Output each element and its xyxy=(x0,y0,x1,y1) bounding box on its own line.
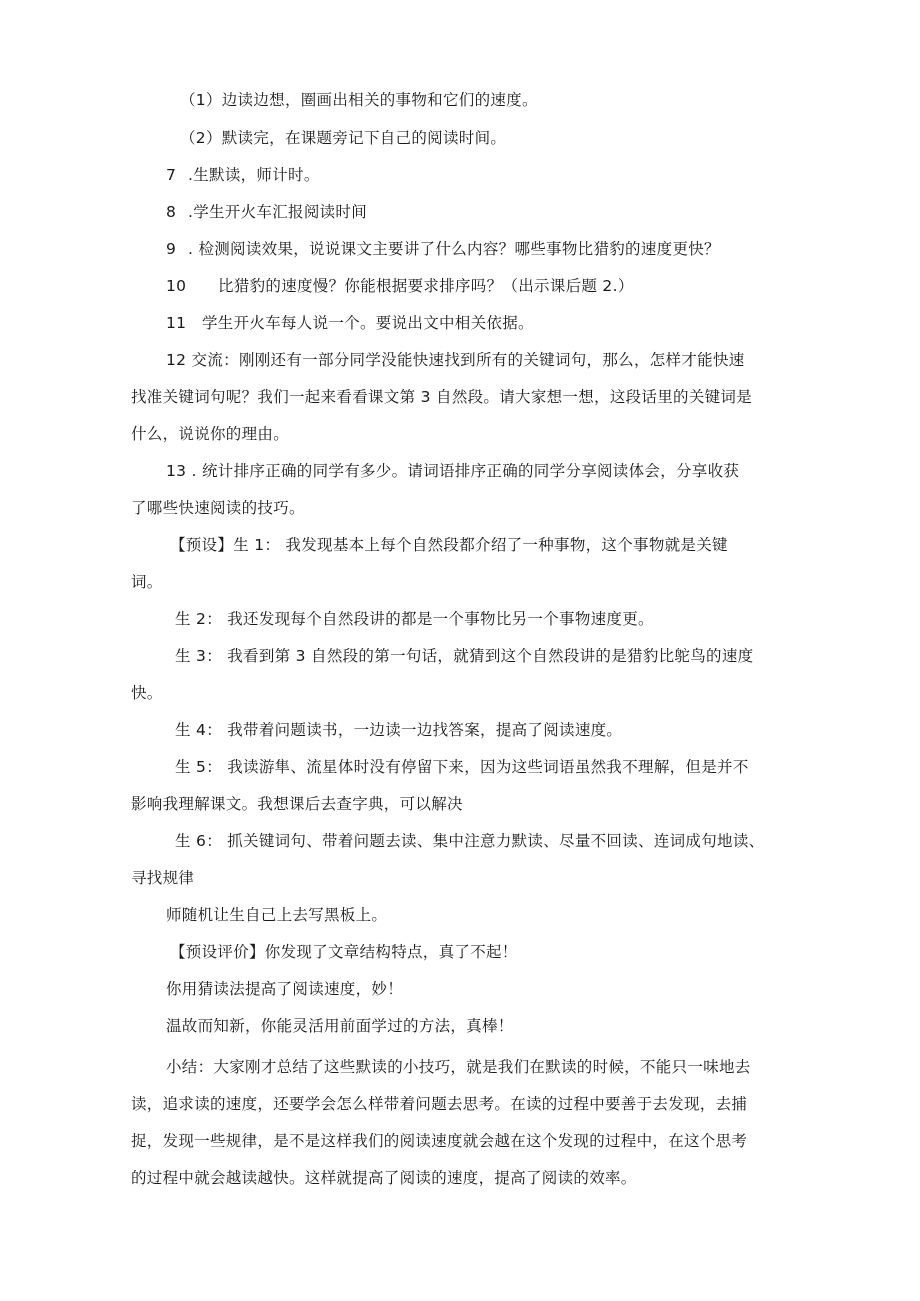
item-11-text: 学生开火车每人说一个。要说出文中相关依据。 xyxy=(202,314,534,332)
student-2-line: 生 2： 我还发现每个自然段讲的都是一个事物比另一个事物速度更。 xyxy=(175,610,654,628)
step-1-line: （1）边读边想，圈画出相关的事物和它们的速度。 xyxy=(180,91,538,109)
student-4-line: 生 4： 我带着问题读书，一边读一边找答案，提高了阅读速度。 xyxy=(175,721,623,739)
item-8-number: 8 xyxy=(166,203,177,221)
student-3-line-1: 生 3： 我看到第 3 自然段的第一句话，就猜到这个自然段讲的是猎豹比鸵鸟的速度 xyxy=(175,647,754,665)
item-11 xyxy=(166,311,534,335)
preset-evaluation-line: 【预设评价】你发现了文章结构特点，真了不起！ xyxy=(170,943,518,961)
summary-line-2: 读，追求读的速度，还要学会怎么样带着问题去思考。在读的过程中要善于去发现，去捕 xyxy=(131,1095,748,1113)
student-6-line-2: 寻找规律 xyxy=(131,869,195,887)
summary-line-1: 小结：大家刚才总结了这些默读的小技巧，就是我们在默读的时候，不能只一味地去 xyxy=(166,1058,751,1076)
summary-line-4: 的过程中就会越读越快。这样就提高了阅读的速度，提高了阅读的效率。 xyxy=(131,1169,637,1187)
item-10-number: 10 xyxy=(166,277,187,295)
preset-line-2: 词。 xyxy=(131,573,163,591)
item-8 xyxy=(166,200,367,224)
item-8-text: .学生开火车汇报阅读时间 xyxy=(188,203,368,221)
item-10-text: 比猎豹的速度慢？你能根据要求排序吗？（出示课后题 2.） xyxy=(218,277,634,295)
item-13-line-2: 了哪些快速阅读的技巧。 xyxy=(131,499,305,517)
item-12-line-1: 12 交流：刚刚还有一部分同学没能快速找到所有的关键词句，那么，怎样才能快速 xyxy=(166,351,745,369)
item-9-number: 9 xyxy=(166,240,177,258)
evaluation-line-3: 温故而知新，你能灵活用前面学过的方法，真棒！ xyxy=(166,1017,514,1035)
student-3-line-2: 快。 xyxy=(131,684,163,702)
item-9 xyxy=(166,237,720,261)
evaluation-line-2: 你用猜读法提高了阅读速度，妙！ xyxy=(166,980,404,998)
item-11-number: 11 xyxy=(166,314,187,332)
summary-line-3: 捉，发现一些规律，是不是这样我们的阅读速度就会越在这个发现的过程中，在这个思考 xyxy=(131,1132,748,1150)
item-9-text: . 检测阅读效果，说说课文主要讲了什么内容？哪些事物比猎豹的速度更快？ xyxy=(188,240,720,258)
item-7-number: 7 xyxy=(166,166,177,184)
student-6-line-1: 生 6： 抓关键词句、带着问题去读、集中注意力默读、尽量不回读、连词成句地读、 xyxy=(175,832,765,850)
item-13-line-1: 13 . 统计排序正确的同学有多少。请词语排序正确的同学分享阅读体会，分享收获 xyxy=(166,462,740,480)
item-7 xyxy=(166,163,320,187)
student-5-line-2: 影响我理解课文。我想课后去查字典，可以解决 xyxy=(131,795,463,813)
item-10 xyxy=(166,274,634,298)
step-2-line: （2）默读完，在课题旁记下自己的阅读时间。 xyxy=(180,129,507,147)
student-5-line-1: 生 5： 我读游隼、流星体时没有停留下来，因为这些词语虽然我不理解，但是并不 xyxy=(175,758,749,776)
item-12-line-2: 找准关键词句呢？我们一起来看看课文第 3 自然段。请大家想一想，这段话里的关键词是 xyxy=(131,388,753,406)
teacher-line: 师随机让生自己上去写黑板上。 xyxy=(166,906,388,924)
item-12-line-3: 什么，说说你的理由。 xyxy=(131,425,290,443)
item-7-text: .生默读，师计时。 xyxy=(188,166,320,184)
preset-line-1: 【预设】生 1： 我发现基本上每个自然段都介绍了一种事物，这个事物就是关键 xyxy=(170,536,728,554)
